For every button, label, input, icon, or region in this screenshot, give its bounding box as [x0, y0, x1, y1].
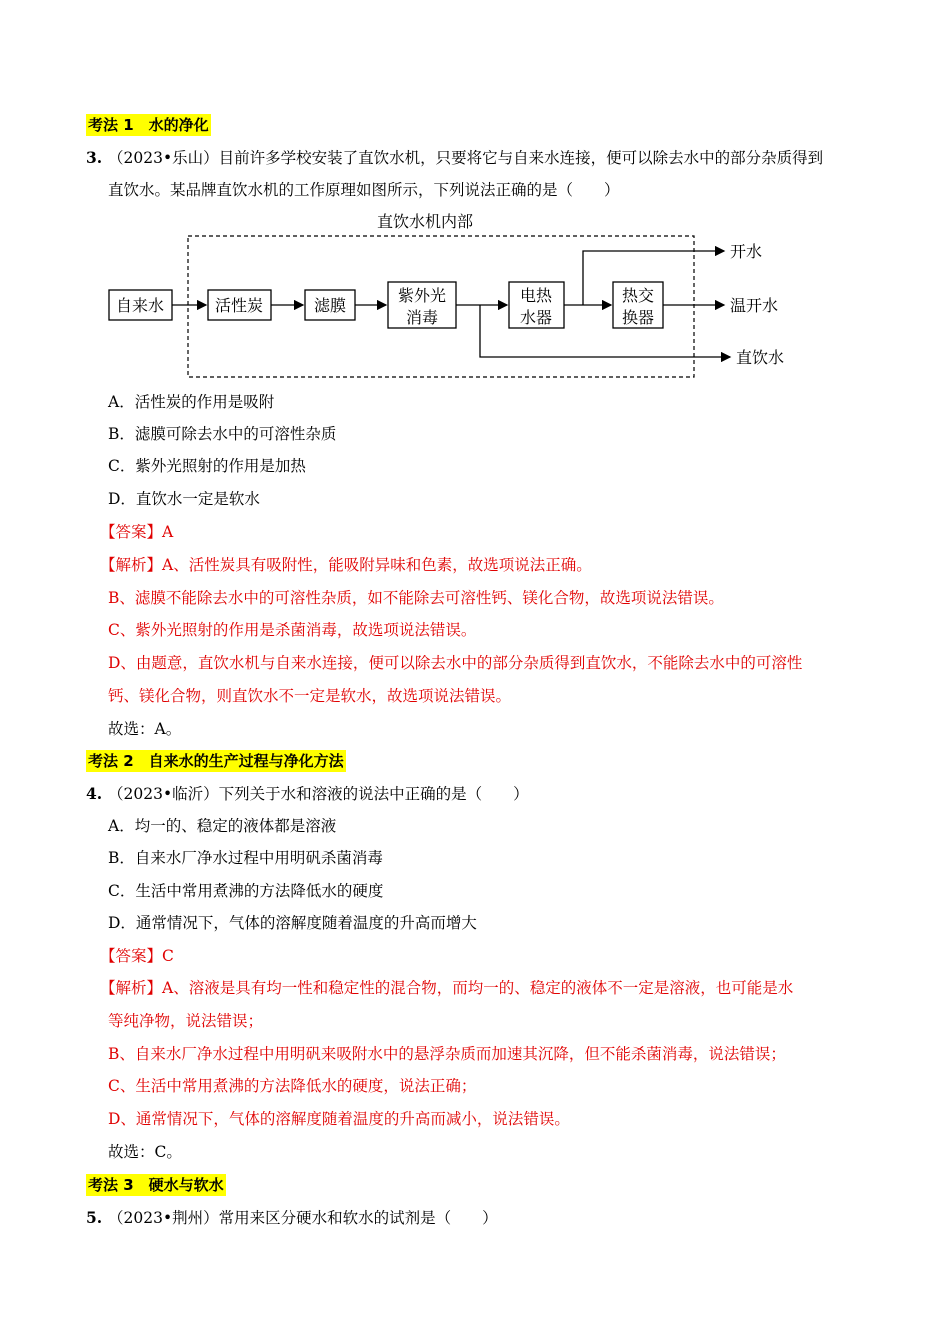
option-a: A．活性炭的作用是吸附 [108, 393, 275, 411]
analysis-line-5: 钙、镁化合物，则直饮水不一定是软水，故选项说法错误。 [108, 687, 512, 705]
section-heading-3: 考法 3 硬水与软水 [88, 1176, 224, 1194]
question-3-stem-cont: 直饮水。某品牌直饮水机的工作原理如图所示，下列说法正确的是（ ） [108, 181, 620, 199]
option-c: C．生活中常用煮沸的方法降低水的硬度 [108, 882, 384, 900]
analysis-line-3: C、紫外光照射的作用是杀菌消毒，故选项说法错误。 [108, 621, 477, 639]
water-dispenser-diagram [100, 205, 800, 385]
question-5-stem: 5. （2023•荆州）常用来区分硬水和软水的试剂是（ ） [86, 1208, 498, 1227]
option-a: A．均一的、稳定的液体都是溶液 [108, 817, 337, 835]
analysis-line-2: B、滤膜不能除去水中的可溶性杂质，如不能除去可溶性钙、镁化合物，故选项说法错误。 [108, 589, 724, 607]
box-heater-label-1: 电热 [519, 286, 553, 305]
answer-line: 【答案】A [100, 523, 174, 541]
analysis-line-5: D、通常情况下，气体的溶解度随着温度的升高而减小，说法错误。 [108, 1110, 570, 1128]
arrow-direct [480, 305, 730, 357]
box-uv-label-1: 紫外光 [397, 286, 447, 305]
analysis-line-1: 【解析】A、溶液是具有均一性和稳定性的混合物，而均一的、稳定的液体不一定是溶液，也可能是水 [100, 979, 794, 997]
choose-line: 故选：C。 [108, 1143, 182, 1161]
box-heater-label-2: 水器 [519, 308, 553, 327]
output-warm-water: 温开水 [730, 296, 779, 315]
box-exchanger-label-2: 换器 [621, 308, 655, 327]
section-heading-1: 考法 1 水的净化 [88, 116, 209, 134]
box-uv-label-2: 消毒 [405, 308, 439, 327]
analysis-line-1: 【解析】A、活性炭具有吸附性，能吸附异味和色素，故选项说法正确。 [100, 556, 592, 574]
box-membrane-label: 滤膜 [313, 296, 347, 315]
box-exchanger-label-1: 热交 [621, 286, 655, 305]
box-tap-water-label: 自来水 [115, 296, 165, 315]
option-b: B．滤膜可除去水中的可溶性杂质 [108, 425, 337, 443]
diagram-title: 直饮水机内部 [376, 212, 474, 231]
analysis-line-4: C、生活中常用煮沸的方法降低水的硬度，说法正确； [108, 1077, 477, 1095]
question-number: 5. [86, 1208, 103, 1227]
option-d: D．通常情况下，气体的溶解度随着温度的升高而增大 [108, 914, 477, 932]
question-4-stem: 4. （2023•临沂）下列关于水和溶液的说法中正确的是（ ） [86, 784, 529, 803]
analysis-line-4: D、由题意，直饮水机与自来水连接，便可以除去水中的部分杂质得到直饮水，不能除去水中的可溶性 [108, 654, 803, 672]
box-activated-carbon-label: 活性炭 [214, 296, 264, 315]
question-number: 3. [86, 148, 103, 167]
choose-line: 故选：A。 [108, 720, 182, 738]
option-c: C．紫外光照射的作用是加热 [108, 457, 306, 475]
output-boiling-water: 开水 [730, 242, 763, 261]
option-d: D．直饮水一定是软水 [108, 490, 260, 508]
analysis-line-2: 等纯净物，说法错误； [108, 1012, 264, 1030]
analysis-line-3: B、自来水厂净水过程中用明矾来吸附水中的悬浮杂质而加速其沉降，但不能杀菌消毒，说法错误； [108, 1045, 786, 1063]
answer-line: 【答案】C [100, 947, 174, 965]
output-direct-water: 直饮水 [736, 348, 785, 367]
section-heading-2: 考法 2 自来水的生产过程与净化方法 [88, 752, 344, 770]
option-b: B．自来水厂净水过程中用明矾杀菌消毒 [108, 849, 383, 867]
question-number: 4. [86, 784, 103, 803]
question-3-stem: 3. （2023•乐山）目前许多学校安装了直饮水机，只要将它与自来水连接，便可以除去水中的部分杂质得到 [86, 148, 824, 167]
dispenser-boundary [188, 236, 694, 377]
